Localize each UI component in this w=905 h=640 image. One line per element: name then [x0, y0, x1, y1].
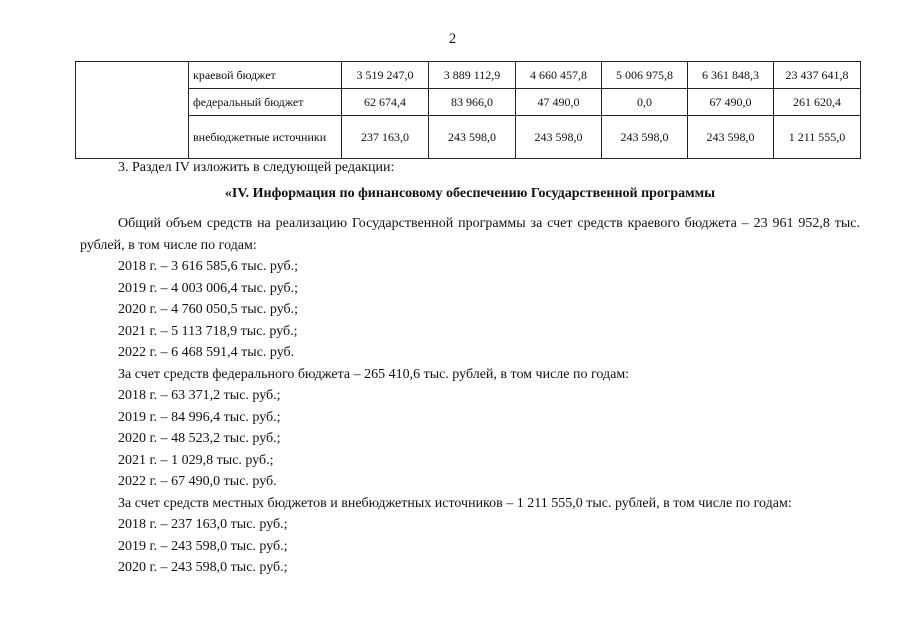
year-line: 2021 г. – 5 113 718,9 тыс. руб.;: [118, 323, 298, 339]
year-line: 2020 г. – 48 523,2 тыс. руб.;: [118, 431, 281, 446]
table-cell: 23 437 641,8: [774, 62, 861, 89]
table-cell: 243 598,0: [516, 116, 602, 159]
year-line: 2018 г. – 63 371,2 тыс. руб.;: [118, 388, 281, 403]
table-cell: 83 966,0: [429, 89, 516, 116]
table-cell-empty: [76, 62, 189, 159]
year-line: 2020 г. – 243 598,0 тыс. руб.;: [118, 560, 288, 575]
table-cell: 67 490,0: [688, 89, 774, 116]
table-cell-source: внебюджетные источники: [189, 116, 342, 159]
table-row: [76, 62, 861, 89]
table-row: [76, 89, 861, 116]
table-cell: 243 598,0: [429, 116, 516, 159]
year-line: 2021 г. – 1 029,8 тыс. руб.;: [118, 452, 274, 468]
table-cell: 3 889 112,9: [429, 62, 516, 89]
year-line: 2019 г. – 243 598,0 тыс. руб.;: [118, 538, 288, 554]
paragraph-federal-total: За счет средств федерального бюджета – 265 410,6 тыс. рублей, в том числе по годам:: [118, 366, 630, 382]
year-line: 2018 г. – 237 163,0 тыс. руб.;: [118, 517, 288, 532]
table-cell: 261 620,4: [774, 89, 861, 116]
paragraph-regional-total: Общий объем средств на реализацию Государственной программы за счет средств краевого бюджета – 23 961 952,8 тыс. рублей, в том числе по годам:: [80, 216, 860, 253]
table-cell: 0,0: [602, 89, 688, 116]
year-line: 2018 г. – 3 616 585,6 тыс. руб.;: [118, 259, 299, 274]
year-line: 2022 г. – 6 468 591,4 тыс. руб.: [118, 345, 295, 360]
year-line: 2019 г. – 84 996,4 тыс. руб.;: [118, 409, 281, 425]
table-cell: 47 490,0: [516, 89, 602, 116]
funding-table: [75, 61, 861, 159]
table-cell: 5 006 975,8: [602, 62, 688, 89]
table-cell: 243 598,0: [602, 116, 688, 159]
table-cell: 6 361 848,3: [688, 62, 774, 89]
table-cell-source: краевой бюджет: [189, 62, 342, 89]
table-cell: 1 211 555,0: [774, 116, 861, 159]
table-cell: 4 660 457,8: [516, 62, 602, 89]
paragraph-local-total: За счет средств местных бюджетов и внебюджетных источников – 1 211 555,0 тыс. рублей, в том числе по годам:: [118, 495, 792, 511]
section-title: «IV. Информация по финансовому обеспечению Государственной программы: [224, 185, 716, 201]
document-body: [80, 157, 860, 579]
table-cell: 237 163,0: [342, 116, 429, 159]
year-line: 2020 г. – 4 760 050,5 тыс. руб.;: [118, 302, 299, 317]
table-row: [76, 116, 861, 159]
year-line: 2022 г. – 67 490,0 тыс. руб.: [118, 474, 277, 489]
table-cell: 3 519 247,0: [342, 62, 429, 89]
page-number: 2: [448, 31, 457, 47]
table-cell: 62 674,4: [342, 89, 429, 116]
item-3-instruction: 3. Раздел IV изложить в следующей редакции:: [118, 160, 395, 175]
table-cell-source: федеральный бюджет: [189, 89, 342, 116]
year-line: 2019 г. – 4 003 006,4 тыс. руб.;: [118, 280, 299, 296]
table-cell: 243 598,0: [688, 116, 774, 159]
